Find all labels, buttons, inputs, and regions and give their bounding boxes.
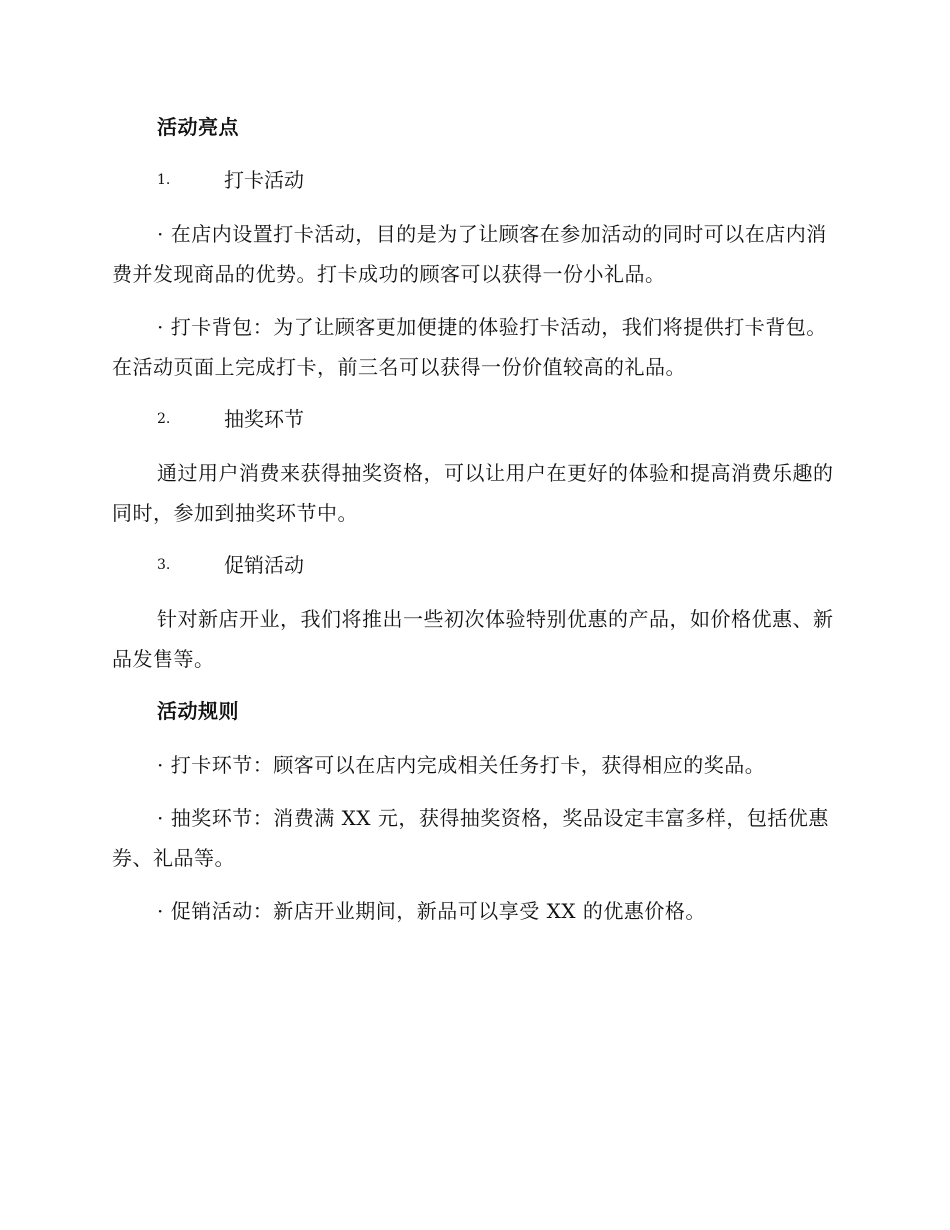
item-number: 1. — [157, 172, 171, 188]
numbered-item-1 — [112, 161, 840, 199]
paragraph-lottery: 通过用户消费来获得抽奖资格，可以让用户在更好的体验和提高消费乐趣的同时，参加到抽奖环节中。 — [112, 461, 834, 525]
paragraph-rule-lottery: · 抽奖环节：消费满 XX 元，获得抽奖资格，奖品设定丰富多样，包括优惠券、礼品等。 — [112, 806, 829, 870]
item-number: 2. — [157, 411, 171, 427]
numbered-item-2 — [112, 400, 840, 438]
paragraph-checkin-backpack: · 打卡背包：为了让顾客更加便捷的体验打卡活动，我们将提供打卡背包。在活动页面上完成打卡，前三名可以获得一份价值较高的礼品。 — [112, 315, 827, 379]
item-number: 3. — [157, 557, 171, 573]
document-body — [112, 108, 840, 944]
item-label: 促销活动 — [224, 553, 304, 577]
paragraph-promotion: 针对新店开业，我们将推出一些初次体验特别优惠的产品，如价格优惠、新品发售等。 — [112, 607, 834, 671]
item-label: 打卡活动 — [224, 168, 304, 192]
section-heading-rules: 活动规则 — [157, 699, 239, 723]
item-label: 抽奖环节 — [224, 407, 304, 431]
section-heading-highlights: 活动亮点 — [157, 115, 239, 139]
paragraph-rule-checkin: · 打卡环节：顾客可以在店内完成相关任务打卡，获得相应的奖品。 — [157, 753, 766, 777]
paragraph-checkin: · 在店内设置打卡活动，目的是为了让顾客在参加活动的同时可以在店内消费并发现商品的优势。打卡成功的顾客可以获得一份小礼品。 — [112, 222, 827, 286]
numbered-item-3 — [112, 546, 840, 584]
paragraph-rule-promotion: · 促销活动：新店开业期间，新品可以享受 XX 的优惠价格。 — [157, 899, 706, 923]
